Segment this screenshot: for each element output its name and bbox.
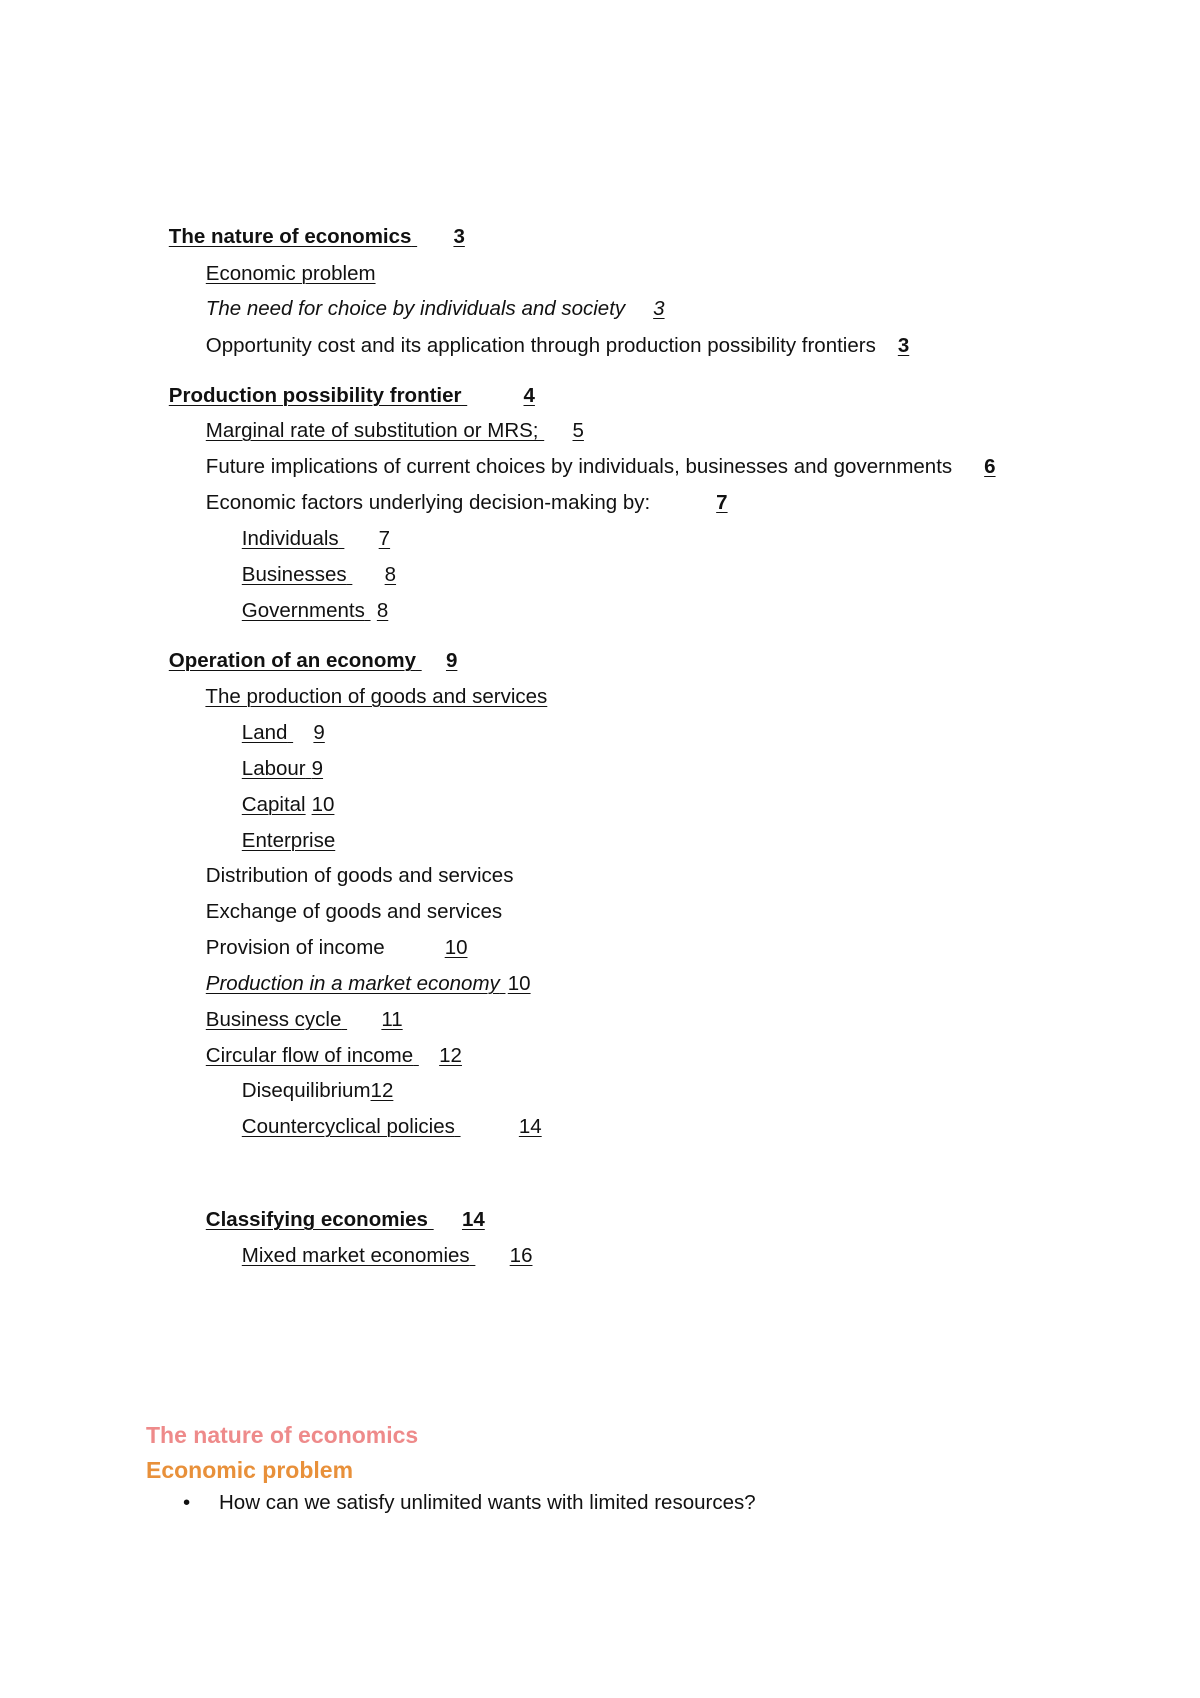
- toc-page-number: 10: [444, 936, 468, 959]
- bullet-text: How can we satisfy unlimited wants with limited resources?: [219, 1491, 756, 1514]
- toc-entry-text: Economic problem: [205, 262, 376, 285]
- toc-page-number: 9: [445, 649, 458, 672]
- toc-page-number: 7: [378, 527, 391, 550]
- toc-entry-text: Production in a market economy: [205, 972, 500, 995]
- toc-entry-text: Capital: [241, 793, 306, 816]
- toc-page-number: 8: [376, 599, 389, 622]
- toc-page-number: 7: [716, 491, 728, 514]
- toc-entry-text: Classifying economies: [205, 1208, 428, 1231]
- toc-entry-text: Provision of income: [205, 936, 385, 959]
- toc-page-number: 6: [984, 455, 996, 478]
- toc-page-number: 10: [311, 793, 335, 816]
- toc-entry-text: Mixed market economies: [241, 1244, 470, 1267]
- toc-page-number: 5: [572, 419, 584, 442]
- toc-entry-text: The need for choice by individuals and society: [205, 297, 626, 320]
- toc-page-number: 10: [507, 972, 531, 995]
- toc-entry-text: Disequilibrium: [241, 1079, 371, 1102]
- toc-entry-text: Future implications of current choices by individuals, businesses and governments: [205, 455, 953, 478]
- toc-entry-text: Businesses: [241, 563, 347, 586]
- toc-page-number: 9: [311, 757, 324, 780]
- toc-page-number: 16: [509, 1244, 533, 1267]
- toc-entry-text: The production of goods and services: [205, 685, 548, 708]
- toc-page-number: 11: [381, 1008, 403, 1031]
- toc-entry-text: Production possibility frontier: [168, 384, 462, 407]
- toc-entry-text: Business cycle: [205, 1008, 342, 1031]
- toc-entry-text: Labour: [241, 757, 306, 780]
- toc-entry-text: Distribution of goods and services: [205, 864, 514, 887]
- toc-page-number: 8: [384, 563, 397, 586]
- toc-page-number: 12: [370, 1079, 394, 1102]
- toc-entry-text: The nature of economics: [168, 225, 412, 248]
- toc-entry[interactable]: [219, 1217, 532, 1295]
- toc-entry-text: Operation of an economy: [168, 649, 416, 672]
- toc-page-number: 14: [461, 1208, 485, 1231]
- section-heading-2: Economic problem: [146, 1457, 354, 1483]
- toc-entry-text: Opportunity cost and its application through production possibility frontiers: [205, 334, 876, 357]
- toc-entry-text: Marginal rate of substitution or MRS;: [205, 419, 539, 442]
- toc-page-number: 12: [439, 1044, 462, 1067]
- toc-page-number: 4: [523, 384, 535, 407]
- toc-page-number: 9: [313, 721, 325, 744]
- toc-entry-text: Enterprise: [241, 829, 336, 852]
- toc-entry-text: Countercyclical policies: [241, 1115, 455, 1138]
- toc-entry-text: Governments: [241, 599, 365, 622]
- toc-entry-text: Land: [241, 721, 288, 744]
- toc-page-number: 3: [653, 297, 665, 320]
- toc-page-number: 3: [453, 225, 465, 248]
- toc-entry[interactable]: [219, 1088, 542, 1166]
- toc-page-number: 3: [897, 334, 910, 357]
- list-item: [183, 1490, 756, 1594]
- toc-entry-text: Exchange of goods and services: [205, 900, 503, 923]
- toc-entry-text: Individuals: [241, 527, 339, 550]
- section-heading-1: The nature of economics: [146, 1422, 419, 1448]
- bullet-icon: •: [183, 1491, 191, 1514]
- toc-page-number: 14: [518, 1115, 542, 1138]
- toc-entry-text: Economic factors underlying decision-making by:: [205, 491, 651, 514]
- toc-entry-text: Circular flow of income: [205, 1044, 414, 1067]
